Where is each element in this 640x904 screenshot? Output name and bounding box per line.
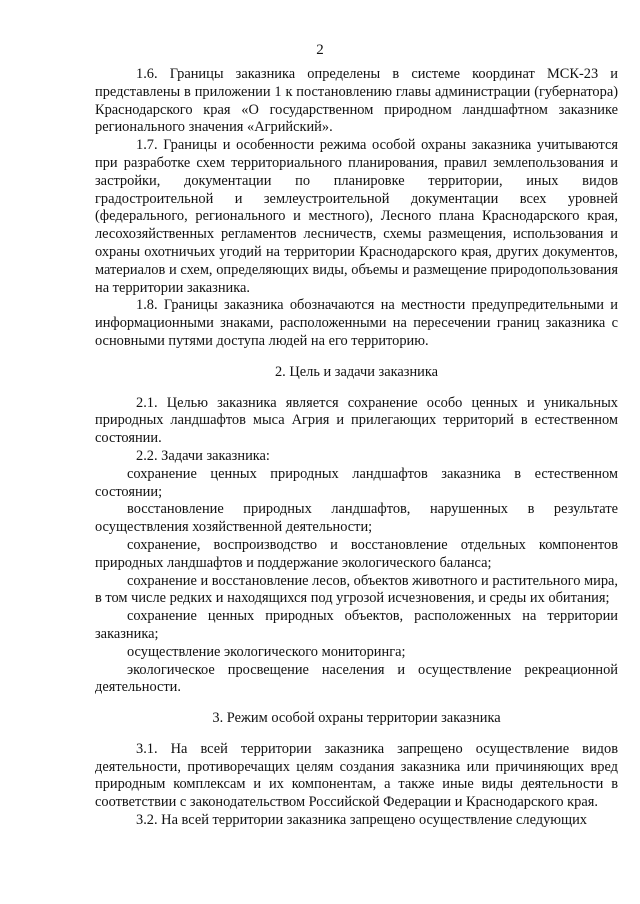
paragraph-2-1: 2.1. Целью заказника является сохранение особо ценных и уникальных природных ландшафтов мыса Агрия и прилегающих территорий в естественном состоянии.: [95, 394, 618, 447]
document-body: [95, 66, 618, 830]
paragraph-1-8: 1.8. Границы заказника обозначаются на местности предупредительными и информационными знаками, расположенными на пересечении границ заказника с основными путями доступа людей на его территорию.: [95, 297, 618, 349]
paragraph-3-2: 3.2. На всей территории заказника запрещено осуществление следующих: [136, 812, 588, 829]
page-number: 2: [316, 42, 324, 58]
paragraph-1-6: 1.6. Границы заказника определены в системе координат МСК-23 и представлены в приложении 1 к постановлению главы администрации (губернатора) Краснодарского края «О государственном природном ландшафтном заказнике регионального значения «Агрийский».: [95, 66, 618, 136]
task-item: сохранение ценных природных ландшафтов заказника в естественном состоянии;: [95, 465, 618, 500]
paragraph-2-2: 2.2. Задачи заказника:: [136, 447, 270, 464]
section-heading-3: 3. Режим особой охраны территории заказника: [212, 710, 501, 727]
task-item: осуществление экологического мониторинга;: [127, 643, 406, 660]
task-item: сохранение ценных природных объектов, расположенных на территории заказника;: [95, 608, 618, 642]
paragraph-3-1: 3.1. На всей территории заказника запрещено осуществление видов деятельности, противоречащих целям создания заказника или причиняющих вред природным комплексам и их компонентам, а также иные виды деятельности в соответствии с законодательством Российской Федерации и Краснодарского края.: [95, 740, 618, 811]
section-heading-2: 2. Цель и задачи заказника: [274, 363, 439, 380]
task-item: экологическое просвещение населения и осуществление рекреационной деятельности.: [95, 661, 618, 696]
task-item: сохранение, воспроизводство и восстановление отдельных компонентов природных ландшафтов и поддержание экологического баланса;: [95, 536, 618, 571]
task-item: сохранение и восстановление лесов, объектов животного и растительного мира, в том числе редких и находящихся под угрозой исчезновения, и среды их обитания;: [95, 572, 618, 607]
task-item: восстановление природных ландшафтов, нарушенных в результате осуществления хозяйственной деятельности;: [95, 501, 618, 536]
paragraph-1-7: 1.7. Границы и особенности режима особой охраны заказника учитываются при разработке схем территориального планирования, правил землепользования и застройки, документации по планировке территории, иных видов градостроительной и землеустроительной документации всех уровней (федерального, регионального и местного), Лесного плана Краснодарского края, лесохозяйственных регламентов лесничеств, схемы размещения, использования и охраны охотничьих угодий на территории Краснодарского края, других документов, материалов и схем, определяющих виды, объемы и размещение природопользования на территории заказника.: [95, 137, 618, 296]
